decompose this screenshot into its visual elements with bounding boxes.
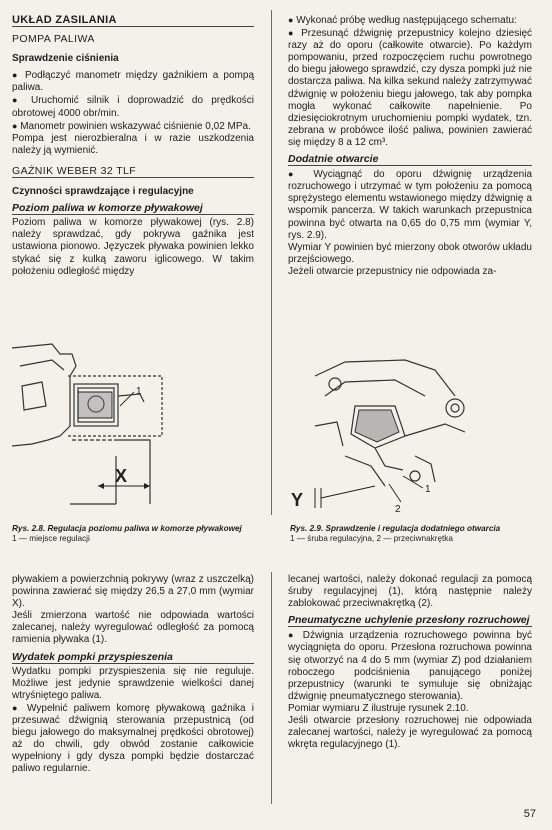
figure-label: 1	[136, 386, 142, 397]
level-heading: Poziom paliwa w komorze pływakowej	[12, 202, 254, 215]
pneumatic-heading: Pneumatyczne uchylenie przesłony rozruchowej	[288, 614, 532, 627]
list-item: ● Dźwignia urządzenia rozruchowego powinna być wyciągnięta do oporu. Przesłona rozruchowa powinna się otworzyć na 4 do 5 mm (wymiar Z) pod działaniem roboczego podciśnienia panującego poniżej przepustnicy (warunki te symuluje się obniżając dźwignię pneumatycznego sterowania).	[288, 630, 533, 702]
list-item: ● Przesunąć dźwignię przepustnicy kolejno dziesięć razy aż do oporu (całkowite otwarcie). Po każdym pompowaniu, przed rozpoczęciem ruchu powrotnego do biegu jałowego sprawdzić, czy dysza pompki już nie dostarcza paliwa. Na kilka sekund należy zatrzymywać dźwignię w położeniu biegu jałowego, tak aby pompka mogła wykonać całkowite napełnienie. Po dziesięciokrotnym uruchomieniu pompki wydatek, tzn. zebrana w probówce ilość paliwa, powinien zawierać się między 8 a 12 cm³.	[288, 28, 533, 148]
continuation-text: lecanej wartości, należy dokonać regulacji za pomocą śruby regulacyjnej (1), którą następnie należy zablokować przeciwnakrętką (2).	[288, 574, 532, 610]
positive-opening-figure	[285, 336, 533, 516]
float-level-figure	[12, 336, 262, 516]
pneumatic-note: Jeśli otwarcie przesłony rozruchowej nie odpowiada zalecanej wartości, należy je wyregulować za pomocą wkręta regulacyjnego (1).	[288, 715, 532, 751]
float-text: pływakiem a powierzchnią pokrywy (wraz z uszczelką) powinna zawierać się między 26,5 a 27,0 mm (wymiar X).	[12, 574, 254, 610]
list-item: ● Wyciągnąć do oporu dźwignię urządzenia rozruchowego i utrzymać w tym położeniu za pomocą sprężystego elementu wstawionego między dźwignię a wspornik pancerza. W takich warunkach przepustnica powinna być otwarta na 0,65 do 0,75 mm (wymiar Y, rys. 2.9).	[288, 169, 533, 241]
carb-heading: GAŹNIK WEBER 32 TLF	[12, 165, 254, 178]
pressure-note: Pompa jest nierozbieralna i w razie uszkodzenia należy ją wymienić.	[12, 132, 254, 156]
right-bottom-column	[288, 574, 532, 751]
column-divider	[271, 572, 272, 804]
dimension-label-x: X	[115, 466, 128, 486]
opening-heading: Dodatnie otwarcie	[288, 153, 532, 166]
column-divider	[271, 10, 272, 515]
level-text: Poziom paliwa w komorze pływakowej (rys. 2.8) należy sprawdzać, gdy pokrywa gaźnika jest ustawiona pionowo. Języczek pływaka powinien lekko stykać się z kulką zaworu iglicowego. W takim położeniu odległość między	[12, 217, 254, 277]
list-item: ● Manometr powinien wskazywać ciśnienie 0,02 MPa.	[12, 120, 251, 132]
pump-output-text: Wydatku pompki przyspieszenia się nie reguluje. Możliwe jest jedynie sprawdzenie wielkości danej wtryśniętego paliwa.	[12, 665, 254, 701]
section-title: UKŁAD ZASILANIA	[12, 14, 254, 27]
figure-label: 1	[425, 484, 431, 495]
list-item: ● Wykonać próbę według następującego schematu:	[288, 15, 517, 26]
figure-label: 2	[395, 504, 401, 515]
list-item: ● Uruchomić silnik i doprowadzić do prędkości obrotowej 4000 obr/min.	[12, 95, 255, 119]
list-item: ● Wypełnić paliwem komorę pływakową gaźnika i przesuwać dźwignią sterowania przepustnicą (od biegu jałowego do maksymalnej prędkości obrotowej) aż do chwili, gdy obwód zostanie całkowicie wypełniony i gdy dysza pompki będzie dostarczać paliwo regularnie.	[12, 702, 255, 775]
opening-note: Jeżeli otwarcie przepustnicy nie odpowiada za-	[288, 265, 497, 277]
pump-output-heading: Wydatek pompki przyspieszenia	[12, 651, 254, 664]
pump-heading: POMPA PALIWA	[12, 33, 95, 46]
figure-caption: Rys. 2.8. Regulacja poziomu paliwa w komorze pływakowej 1 — miejsce regulacji	[12, 524, 242, 543]
pneumatic-note: Pomiar wymiaru Z ilustruje rysunek 2.10.	[288, 702, 469, 714]
opening-note: Wymiar Y powinien być mierzony obok otworów układu przejściowego.	[288, 241, 532, 265]
left-bottom-column	[12, 574, 254, 776]
pressure-heading: Sprawdzenie ciśnienia	[12, 53, 119, 65]
page-number: 57	[523, 808, 536, 820]
figure-caption: Rys. 2.9. Sprawdzenie i regulacja dodatniego otwarcia 1 — śruba regulacyjna, 2 — przeciwnakrętka	[290, 524, 501, 543]
dimension-label-y: Y	[291, 490, 304, 510]
checks-heading: Czynności sprawdzające i regulacyjne	[12, 186, 194, 198]
right-top-column	[288, 14, 532, 278]
left-top-column	[12, 14, 254, 278]
float-note: Jeśli zmierzona wartość nie odpowiada wartości zalecanej, należy wyregulować odległość za pomocą ramienia pływaka (1).	[12, 610, 254, 646]
list-item: ● Podłączyć manometr między gaźnikiem a pompą paliwa.	[12, 70, 255, 94]
